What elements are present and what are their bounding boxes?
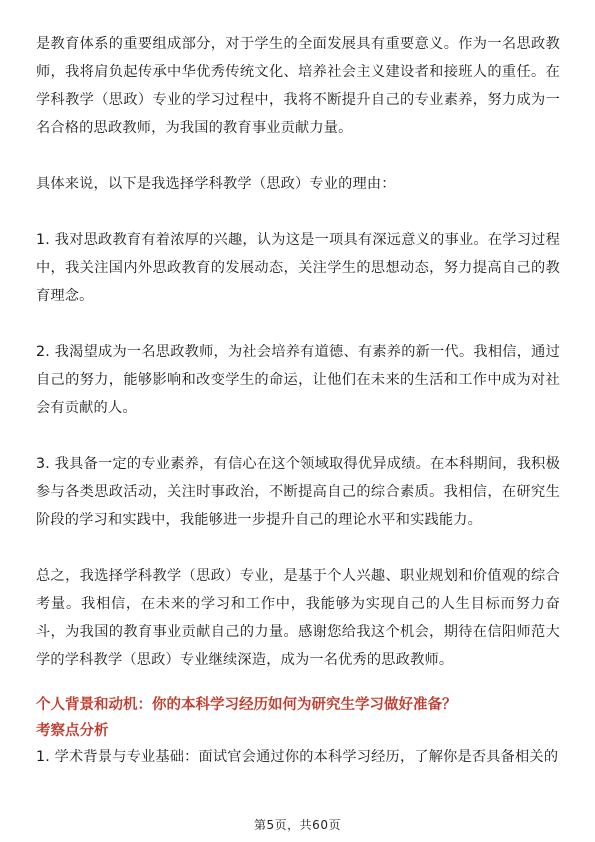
- paragraph-reasons-lead: 具体来说，以下是我选择学科教学（思政）专业的理由：: [36, 176, 396, 192]
- paragraph-conclusion: 总之，我选择学科教学（思政）专业，是基于个人兴趣、职业规划和价值观的综合考量。我相信，在未来的学习和工作中，我能够为实现自己的人生目标而努力奋斗，为我国的教育事业贡献自己的力量。感谢您给我这个机会，期待在信阳师范大学的学科教学（思政）专业继续深造，成为一名优秀的思政教师。: [36, 568, 560, 668]
- sub-heading: 考察点分析: [36, 723, 109, 739]
- paragraph-reason-3: 3. 我具备一定的专业素养，有信心在这个领域取得优异成绩。在本科期间，我积极参与各类思政活动，关注时事政治，不断提高自己的综合素质。我相信，在研究生阶段的学习和实践中，我能够进一步提升自己的理论水平和实践能力。: [36, 456, 560, 528]
- section-heading: 个人背景和动机：你的本科学习经历如何为研究生学习做好准备？: [36, 697, 457, 713]
- paragraph-reason-2: 2. 我渴望成为一名思政教师，为社会培养有道德、有素养的新一代。我相信，通过自己的努力，能够影响和改变学生的命运，让他们在未来的生活和工作中成为对社会有贡献的人。: [36, 344, 560, 416]
- paragraph-intro: 是教育体系的重要组成部分，对于学生的全面发展具有重要意义。作为一名思政教师，我将肩负起传承中华优秀传统文化、培养社会主义建设者和接班人的重任。在学科教学（思政）专业的学习过程中，我将不断提升自己的专业素养，努力成为一名合格的思政教师，为我国的教育事业贡献力量。: [36, 36, 560, 136]
- paragraph-reason-1: 1. 我对思政教育有着浓厚的兴趣，认为这是一项具有深远意义的事业。在学习过程中，我关注国内外思政教育的发展动态，关注学生的思想动态，努力提高自己的教育理念。: [36, 232, 560, 304]
- paragraph-analysis-1: 1. 学术背景与专业基础：面试官会通过你的本科学习经历，了解你是否具备相关的: [36, 749, 559, 765]
- page-number: 第5页，共60页: [254, 818, 341, 832]
- document-body: [36, 30, 560, 770]
